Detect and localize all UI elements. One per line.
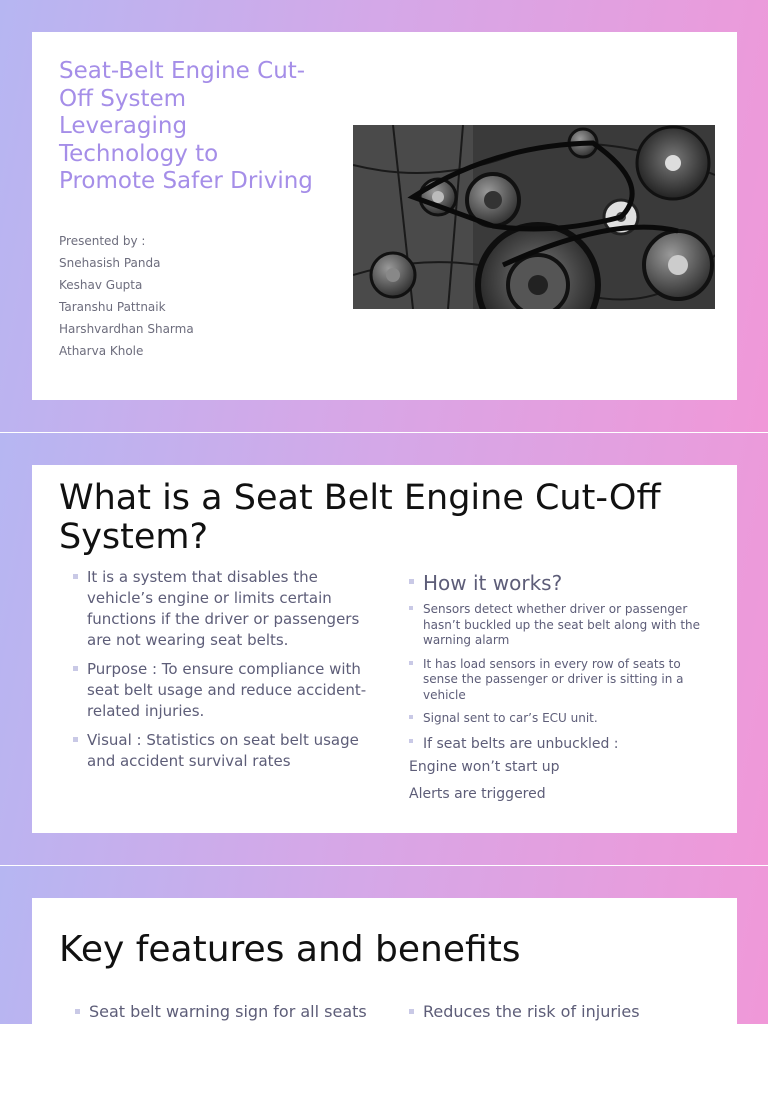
presenter-name: Taranshu Pattnaik — [59, 300, 166, 314]
list-item — [409, 711, 709, 727]
list-item-text: Visual : Statistics on seat belt usage and accident survival rates — [87, 731, 359, 770]
benefit-item — [409, 1002, 640, 1022]
presenter-name: Keshav Gupta — [59, 278, 143, 292]
heading-text: How it works? — [423, 571, 563, 595]
list-item — [59, 730, 369, 772]
presenters-heading: Presented by : — [59, 234, 146, 248]
presentation-title: Seat-Belt Engine Cut-Off System Leveraging Technology to Promote Safer Driving — [59, 58, 313, 194]
benefit-text: Reduces the risk of injuries — [423, 1002, 640, 1021]
slide-key-features — [0, 866, 768, 1024]
outcome-text: Alerts are triggered — [409, 785, 546, 802]
feature-item — [75, 1002, 367, 1022]
list-item-text: Sensors detect whether driver or passenger hasn’t buckled up the seat belt along with the warning alarm — [423, 602, 701, 647]
bullet-icon — [409, 606, 413, 610]
bullet-icon — [409, 661, 413, 665]
slide-title: Key features and benefits — [59, 929, 521, 970]
definition-list — [59, 567, 369, 780]
list-item-text: It has load sensors in every row of seats to sense the passenger or driver is sitting in a vehicle — [423, 656, 684, 702]
feature-text: Seat belt warning sign for all seats — [89, 1002, 367, 1021]
list-item — [59, 659, 369, 722]
bullet-icon — [409, 715, 413, 719]
bullet-icon — [73, 666, 78, 671]
slide-card — [32, 32, 737, 400]
list-item — [409, 657, 709, 704]
how-it-works-heading — [409, 569, 709, 597]
bullet-icon — [409, 1009, 414, 1014]
engine-image — [353, 125, 715, 309]
slide-what-is — [0, 433, 768, 865]
how-it-works-section — [409, 569, 709, 812]
outcome-text: Engine won’t start up — [409, 758, 560, 775]
list-item-text: Signal sent to car’s ECU unit. — [423, 711, 598, 725]
presenters-list — [59, 230, 194, 362]
list-item-text: Purpose : To ensure compliance with seat belt usage and reduce accident-related injuries. — [87, 660, 367, 720]
bullet-icon — [73, 737, 78, 742]
bullet-icon — [73, 574, 78, 579]
slide-card — [32, 898, 737, 1098]
slide-title: What is a Seat Belt Engine Cut-Off System? — [59, 478, 661, 557]
slide-title — [0, 0, 768, 432]
list-item — [409, 735, 709, 753]
how-it-works-list — [409, 602, 709, 753]
bullet-icon — [409, 579, 414, 584]
bullet-icon — [409, 739, 413, 743]
presenter-name: Atharva Khole — [59, 344, 144, 358]
slide-card — [32, 465, 737, 833]
list-item — [59, 567, 369, 651]
presenter-name: Harshvardhan Sharma — [59, 322, 194, 336]
list-item-text: If seat belts are unbuckled : — [423, 735, 619, 752]
presenter-name: Snehasish Panda — [59, 256, 161, 270]
list-item — [409, 602, 709, 649]
list-item-text: It is a system that disables the vehicle’s engine or limits certain functions if the driver or passengers are not wearing seat belts. — [87, 568, 360, 649]
bullet-icon — [75, 1009, 80, 1014]
